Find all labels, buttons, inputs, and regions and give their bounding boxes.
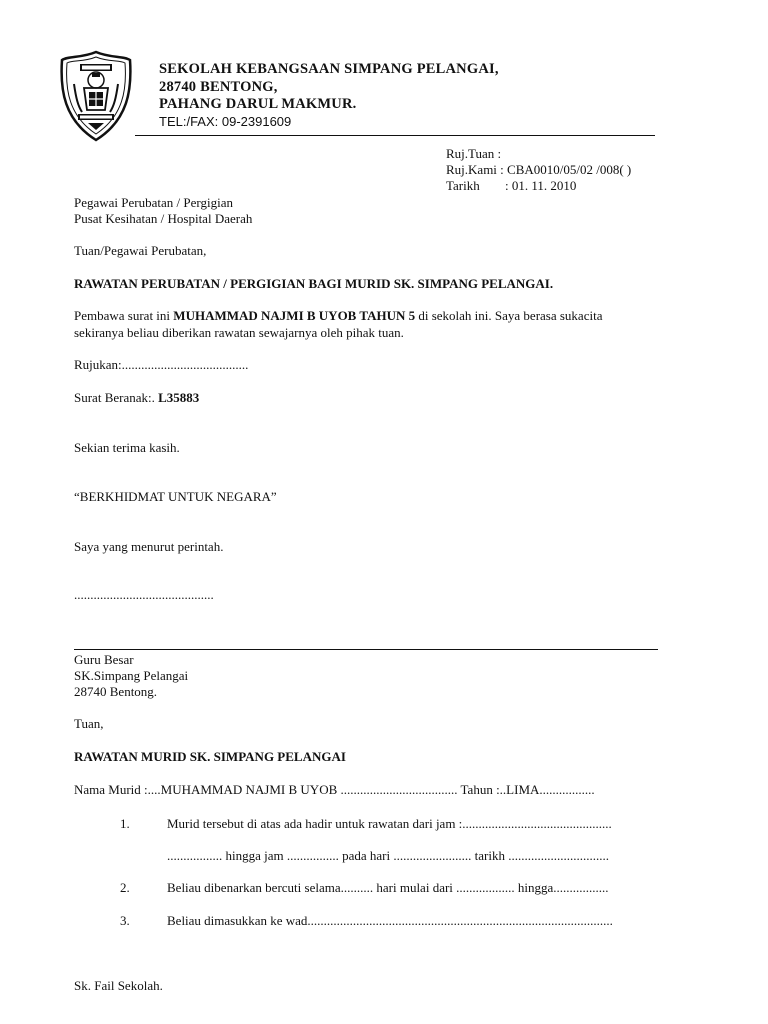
school-address-line2: PAHANG DARUL MAKMUR. [159, 96, 357, 112]
body-prefix: Pembawa surat ini [74, 308, 174, 323]
ruj-tuan: Ruj.Tuan : [446, 146, 502, 161]
recipient-line2: Pusat Kesihatan / Hospital Daerah [74, 211, 253, 226]
body-suffix: di sekolah ini. Saya berasa sukacita [415, 308, 603, 323]
salutation: Tuan/Pegawai Perubatan, [74, 243, 207, 258]
reply-to-line2: SK.Simpang Pelangai [74, 668, 189, 683]
body-paragraph-line1 [74, 308, 602, 324]
item-3-line1: Beliau dimasukkan ke wad.............................................................................................. [167, 913, 613, 928]
item-2-line1: Beliau dibenarkan bercuti selama.......... hari mulai dari .................. hingga................. [167, 880, 609, 895]
motto: “BERKHIDMAT UNTUK NEGARA” [74, 489, 277, 504]
item-2-number: 2. [120, 880, 130, 895]
thanks-line: Sekian terima kasih. [74, 440, 180, 455]
tarikh-value: : 01. 11. 2010 [505, 178, 577, 193]
surat-beranak-line [74, 390, 199, 406]
reply-to-line3: 28740 Bentong. [74, 684, 158, 699]
item-3-number: 3. [120, 913, 130, 928]
rujukan-line: Rujukan:....................................... [74, 357, 249, 372]
school-crest-logo [58, 50, 134, 142]
tarikh-label: Tarikh [446, 178, 480, 193]
item-1-number: 1. [120, 816, 130, 831]
surat-beranak-value: L35883 [158, 390, 200, 405]
surat-beranak-label: Surat Beranak:. [74, 390, 159, 405]
letter-subject: RAWATAN PERUBATAN / PERGIGIAN BAGI MURID SK. SIMPANG PELANGAI. [74, 276, 554, 291]
body-paragraph-line2: sekiranya beliau diberikan rawatan sewajarnya oleh pihak tuan. [74, 325, 404, 340]
footer-cc: Sk. Fail Sekolah. [74, 978, 163, 993]
header-divider [135, 135, 655, 136]
recipient-line1: Pegawai Perubatan / Pergigian [74, 195, 233, 210]
reply-to-line1: Guru Besar [74, 652, 134, 667]
reply-subject: RAWATAN MURID SK. SIMPANG PELANGAI [74, 749, 346, 764]
reply-divider [74, 649, 658, 650]
item-1-line2: ................. hingga jam ................ pada hari ........................ tarikh ............................... [167, 848, 609, 863]
nama-murid-line: Nama Murid :....MUHAMMAD NAJMI B UYOB .................................... Tahun :..LIMA................. [74, 782, 595, 797]
closing-line: Saya yang menurut perintah. [74, 539, 224, 554]
school-tel-fax: TEL:/FAX: 09-2391609 [159, 114, 292, 129]
school-address-line1: 28740 BENTONG, [159, 79, 278, 95]
reply-salutation: Tuan, [74, 716, 104, 731]
item-1-line1: Murid tersebut di atas ada hadir untuk rawatan dari jam :.............................................. [167, 816, 612, 831]
school-name: SEKOLAH KEBANGSAAN SIMPANG PELANGAI, [159, 61, 499, 77]
ruj-kami: Ruj.Kami : CBA0010/05/02 /008( ) [446, 162, 632, 177]
signature-dots: ........................................... [74, 587, 214, 602]
student-name-class: MUHAMMAD NAJMI B UYOB TAHUN 5 [173, 308, 416, 323]
